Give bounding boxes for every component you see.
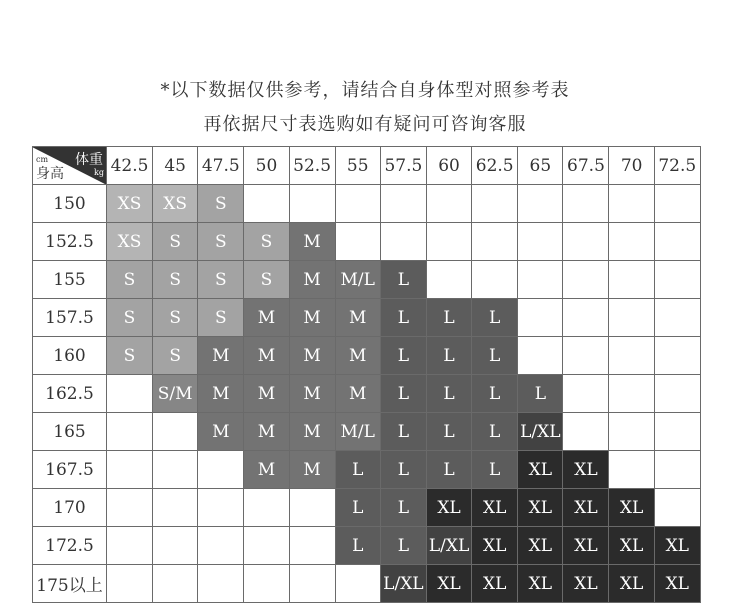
size-cell: S bbox=[244, 223, 289, 261]
size-cell: XL bbox=[426, 565, 471, 603]
size-cell: L bbox=[380, 337, 426, 375]
corner-header-cell bbox=[33, 147, 107, 185]
size-cell: M bbox=[335, 375, 380, 413]
size-cell: M bbox=[289, 413, 335, 451]
size-cell bbox=[609, 413, 654, 451]
size-cell: M/L bbox=[335, 413, 380, 451]
size-chart-table bbox=[32, 146, 701, 603]
size-cell bbox=[563, 337, 609, 375]
size-cell: S bbox=[153, 261, 198, 299]
size-cell bbox=[153, 565, 198, 603]
size-cell: M bbox=[244, 375, 289, 413]
size-cell: L/XL bbox=[380, 565, 426, 603]
table-row bbox=[33, 451, 701, 489]
size-cell: XS bbox=[153, 185, 198, 223]
size-cell bbox=[654, 185, 700, 223]
size-cell bbox=[563, 223, 609, 261]
size-cell bbox=[518, 337, 563, 375]
size-cell: XL bbox=[563, 527, 609, 565]
size-cell: XL bbox=[518, 489, 563, 527]
size-cell bbox=[244, 565, 289, 603]
size-cell bbox=[563, 375, 609, 413]
size-cell bbox=[563, 413, 609, 451]
size-cell: L/XL bbox=[426, 527, 471, 565]
size-cell bbox=[609, 185, 654, 223]
size-cell bbox=[335, 565, 380, 603]
weight-header-cell: 67.5 bbox=[563, 147, 609, 185]
weight-axis-label: 体重 bbox=[75, 152, 103, 168]
weight-header-cell: 60 bbox=[426, 147, 471, 185]
size-cell: S bbox=[153, 223, 198, 261]
weight-header-cell: 65 bbox=[518, 147, 563, 185]
size-cell bbox=[107, 527, 153, 565]
size-cell: L bbox=[380, 451, 426, 489]
size-cell: M bbox=[289, 375, 335, 413]
height-header-cell: 165 bbox=[33, 413, 107, 451]
size-cell bbox=[518, 185, 563, 223]
size-cell bbox=[426, 261, 471, 299]
size-cell: L bbox=[472, 299, 518, 337]
size-cell: S bbox=[198, 185, 244, 223]
table-row bbox=[33, 185, 701, 223]
size-cell bbox=[198, 489, 244, 527]
size-cell: L bbox=[472, 413, 518, 451]
size-cell bbox=[289, 185, 335, 223]
size-cell bbox=[244, 527, 289, 565]
size-cell: XL bbox=[472, 489, 518, 527]
size-cell bbox=[654, 413, 700, 451]
size-cell bbox=[472, 223, 518, 261]
size-cell: XS bbox=[107, 223, 153, 261]
size-cell: L bbox=[380, 261, 426, 299]
size-cell bbox=[609, 299, 654, 337]
size-cell: S/M bbox=[153, 375, 198, 413]
size-cell: M bbox=[198, 413, 244, 451]
size-cell bbox=[244, 185, 289, 223]
size-cell bbox=[289, 565, 335, 603]
size-cell: XL bbox=[609, 527, 654, 565]
size-cell bbox=[472, 185, 518, 223]
size-cell: M bbox=[335, 299, 380, 337]
size-cell: M bbox=[198, 375, 244, 413]
size-cell: M bbox=[244, 337, 289, 375]
table-row bbox=[33, 337, 701, 375]
size-cell: L bbox=[426, 337, 471, 375]
size-cell: L bbox=[426, 299, 471, 337]
size-cell bbox=[198, 565, 244, 603]
weight-header-cell: 47.5 bbox=[198, 147, 244, 185]
height-header-cell: 175以上 bbox=[33, 565, 107, 603]
size-cell bbox=[654, 489, 700, 527]
size-cell: L bbox=[380, 299, 426, 337]
size-cell: S bbox=[153, 337, 198, 375]
size-cell bbox=[654, 375, 700, 413]
size-cell: L bbox=[335, 527, 380, 565]
size-cell: M bbox=[289, 451, 335, 489]
table-row bbox=[33, 261, 701, 299]
size-cell bbox=[244, 489, 289, 527]
height-header-cell: 152.5 bbox=[33, 223, 107, 261]
size-cell: L bbox=[380, 413, 426, 451]
weight-header-cell: 45 bbox=[153, 147, 198, 185]
weight-header-cell: 62.5 bbox=[472, 147, 518, 185]
size-cell: XS bbox=[107, 185, 153, 223]
size-cell: XL bbox=[518, 565, 563, 603]
height-header-cell: 170 bbox=[33, 489, 107, 527]
size-cell bbox=[153, 489, 198, 527]
weight-header-cell: 70 bbox=[609, 147, 654, 185]
size-cell bbox=[518, 261, 563, 299]
size-cell: M bbox=[244, 413, 289, 451]
size-cell bbox=[472, 261, 518, 299]
size-cell bbox=[609, 451, 654, 489]
table-row bbox=[33, 489, 701, 527]
size-cell bbox=[289, 489, 335, 527]
weight-header-cell: 72.5 bbox=[654, 147, 700, 185]
size-cell: S bbox=[198, 223, 244, 261]
weight-unit-label: kg bbox=[94, 168, 104, 177]
size-cell bbox=[335, 223, 380, 261]
size-cell bbox=[563, 185, 609, 223]
size-cell bbox=[654, 223, 700, 261]
size-cell: M bbox=[289, 337, 335, 375]
size-cell: S bbox=[244, 261, 289, 299]
height-header-cell: 150 bbox=[33, 185, 107, 223]
size-cell bbox=[289, 527, 335, 565]
size-cell bbox=[107, 489, 153, 527]
notice-line-1: *以下数据仅供参考，请结合自身体型对照参考表 bbox=[160, 80, 570, 101]
size-cell: S bbox=[198, 299, 244, 337]
size-cell bbox=[654, 299, 700, 337]
size-cell: M bbox=[289, 261, 335, 299]
table-row bbox=[33, 299, 701, 337]
table-row bbox=[33, 527, 701, 565]
weight-header-cell: 52.5 bbox=[289, 147, 335, 185]
height-header-cell: 157.5 bbox=[33, 299, 107, 337]
size-cell: XL bbox=[654, 527, 700, 565]
height-unit-label: cm bbox=[36, 155, 49, 164]
size-cell: M bbox=[335, 337, 380, 375]
size-cell: S bbox=[107, 261, 153, 299]
height-header-cell: 172.5 bbox=[33, 527, 107, 565]
size-cell bbox=[563, 261, 609, 299]
size-cell: XL bbox=[426, 489, 471, 527]
size-cell bbox=[153, 451, 198, 489]
table-row bbox=[33, 565, 701, 603]
size-cell: M/L bbox=[335, 261, 380, 299]
size-cell bbox=[107, 565, 153, 603]
size-cell: XL bbox=[518, 451, 563, 489]
size-cell bbox=[654, 337, 700, 375]
size-cell: S bbox=[107, 337, 153, 375]
height-header-cell: 160 bbox=[33, 337, 107, 375]
weight-header-row bbox=[33, 147, 701, 185]
weight-header-cell: 50 bbox=[244, 147, 289, 185]
size-cell bbox=[107, 413, 153, 451]
size-cell bbox=[380, 223, 426, 261]
size-cell: S bbox=[107, 299, 153, 337]
size-cell: XL bbox=[472, 565, 518, 603]
size-cell: XL bbox=[609, 489, 654, 527]
size-cell: L bbox=[426, 375, 471, 413]
size-cell: L bbox=[335, 489, 380, 527]
size-cell: XL bbox=[563, 489, 609, 527]
table-row bbox=[33, 413, 701, 451]
size-cell bbox=[654, 451, 700, 489]
table-row bbox=[33, 223, 701, 261]
size-cell: XL bbox=[518, 527, 563, 565]
size-cell: M bbox=[289, 223, 335, 261]
size-cell: L bbox=[335, 451, 380, 489]
size-cell bbox=[380, 185, 426, 223]
weight-header-cell: 55 bbox=[335, 147, 380, 185]
size-cell: L bbox=[472, 337, 518, 375]
size-cell: L bbox=[518, 375, 563, 413]
size-cell: L bbox=[380, 527, 426, 565]
height-axis-label: 身高 bbox=[36, 166, 64, 182]
size-cell bbox=[198, 451, 244, 489]
size-cell: S bbox=[153, 299, 198, 337]
size-cell: L bbox=[426, 413, 471, 451]
size-cell: L bbox=[472, 451, 518, 489]
size-cell bbox=[654, 261, 700, 299]
size-cell bbox=[107, 451, 153, 489]
size-cell: S bbox=[198, 261, 244, 299]
size-cell bbox=[609, 375, 654, 413]
size-cell bbox=[426, 223, 471, 261]
height-header-cell: 155 bbox=[33, 261, 107, 299]
size-cell: M bbox=[244, 299, 289, 337]
size-cell bbox=[609, 337, 654, 375]
size-cell: XL bbox=[563, 451, 609, 489]
size-cell: M bbox=[244, 451, 289, 489]
height-header-cell: 162.5 bbox=[33, 375, 107, 413]
size-cell bbox=[609, 223, 654, 261]
size-cell bbox=[107, 375, 153, 413]
size-cell: L/XL bbox=[518, 413, 563, 451]
size-chart-body bbox=[33, 185, 701, 603]
weight-header-cell: 57.5 bbox=[380, 147, 426, 185]
size-cell: XL bbox=[654, 565, 700, 603]
size-cell bbox=[518, 223, 563, 261]
size-cell bbox=[609, 261, 654, 299]
size-cell: L bbox=[426, 451, 471, 489]
size-cell bbox=[518, 299, 563, 337]
notice-line-2: 再依据尺寸表选购如有疑问可咨询客服 bbox=[203, 114, 527, 135]
weight-header-cell: 42.5 bbox=[107, 147, 153, 185]
height-header-cell: 167.5 bbox=[33, 451, 107, 489]
size-cell bbox=[153, 527, 198, 565]
size-cell: XL bbox=[609, 565, 654, 603]
size-cell bbox=[563, 299, 609, 337]
size-cell: L bbox=[380, 375, 426, 413]
size-cell: XL bbox=[563, 565, 609, 603]
size-cell bbox=[198, 527, 244, 565]
size-cell: M bbox=[289, 299, 335, 337]
size-cell: L bbox=[380, 489, 426, 527]
size-cell bbox=[335, 185, 380, 223]
table-row bbox=[33, 375, 701, 413]
size-cell: M bbox=[198, 337, 244, 375]
size-cell: XL bbox=[472, 527, 518, 565]
size-cell bbox=[153, 413, 198, 451]
size-cell: L bbox=[472, 375, 518, 413]
size-cell bbox=[426, 185, 471, 223]
